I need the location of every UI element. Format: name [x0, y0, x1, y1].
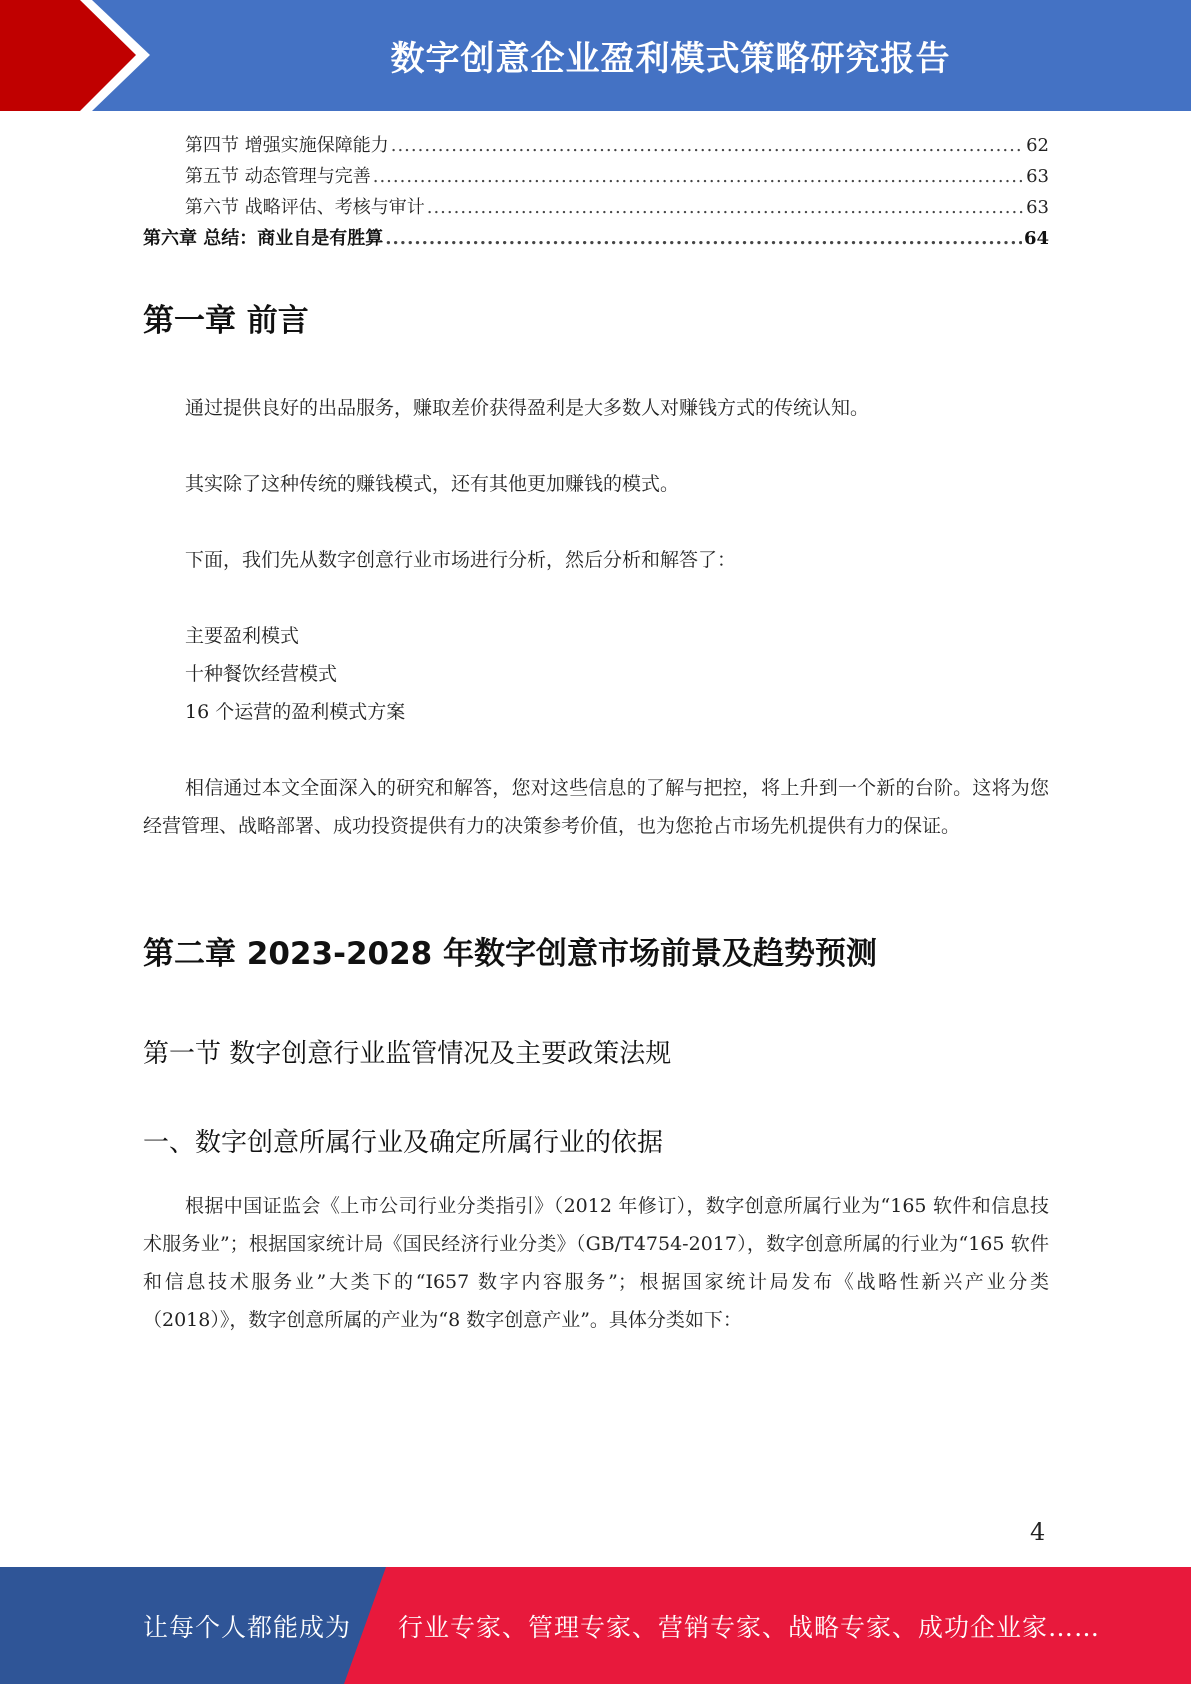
toc-item-page: 63: [1026, 197, 1049, 218]
paragraph: 通过提供良好的出品服务，赚取差价获得盈利是大多数人对赚钱方式的传统认知。: [185, 397, 870, 419]
section-heading: 第一节 数字创意行业监管情况及主要政策法规: [143, 1039, 672, 1069]
toc-item-title: 第四节 增强实施保障能力: [185, 135, 389, 156]
list-item: 主要盈利模式: [185, 625, 300, 647]
toc-leader-dots: [427, 192, 1024, 223]
toc-chapter-item[interactable]: [143, 223, 1049, 254]
toc-item-page: 63: [1026, 166, 1049, 187]
table-of-contents: [143, 130, 1049, 254]
list-item: 16 个运营的盈利模式方案: [185, 701, 406, 723]
toc-item-title: 第五节 动态管理与完善: [185, 166, 371, 187]
toc-leader-dots: [391, 130, 1024, 161]
chapter-heading: 第二章 2023-2028 年数字创意市场前景及趋势预测: [143, 936, 878, 972]
paragraph: 下面，我们先从数字创意行业市场进行分析，然后分析和解答了：: [185, 549, 737, 571]
subsection-heading: 一、数字创意所属行业及确定所属行业的依据: [143, 1128, 664, 1158]
paragraph: 相信通过本文全面深入的研究和解答，您对这些信息的了解与把控，将上升到一个新的台阶。这将为您经营管理、战略部署、成功投资提供有力的决策参考价值，也为您抢占市场先机提供有力的保证。: [143, 777, 1049, 837]
toc-leader-dots: [385, 223, 1022, 254]
toc-item-title: 第六节 战略评估、考核与审计: [185, 197, 425, 218]
paragraph: 根据中国证监会《上市公司行业分类指引》（2012 年修订），数字创意所属行业为“165 软件和信息技术服务业”；根据国家统计局《国民经济行业分类》（GB/T4754-2017），数字创意所属的行业为“165 软件和信息技术服务业”大类下的“I657 数字内容服务”；根据国家统计局发布《战略性新兴产业分类（2018）》，数字创意所属的产业为“8 数字创意产业”。具体分类如下：: [143, 1195, 1049, 1331]
page-header: [0, 0, 1191, 111]
toc-item[interactable]: [143, 130, 1049, 161]
toc-item-page: 64: [1023, 228, 1049, 249]
page-footer: [0, 1567, 1191, 1684]
toc-item[interactable]: [143, 192, 1049, 223]
toc-item-page: 62: [1026, 135, 1049, 156]
header-arrow-decoration: [0, 0, 160, 111]
toc-leader-dots: [373, 161, 1024, 192]
chapter-heading: 第一章 前言: [143, 303, 309, 339]
page-number: 4: [1030, 1518, 1046, 1546]
paragraph: 其实除了这种传统的赚钱模式，还有其他更加赚钱的模式。: [185, 473, 680, 495]
report-title: 数字创意企业盈利模式策略研究报告: [390, 39, 951, 79]
toc-item-title: 第六章 总结：商业自是有胜算: [143, 228, 384, 249]
footer-slogan-left: 让每个人都能成为: [143, 1612, 352, 1642]
toc-item[interactable]: [143, 161, 1049, 192]
footer-slogan-right: 行业专家、管理专家、营销专家、战略专家、成功企业家……: [398, 1612, 1101, 1642]
list-item: 十种餐饮经营模式: [185, 663, 338, 685]
